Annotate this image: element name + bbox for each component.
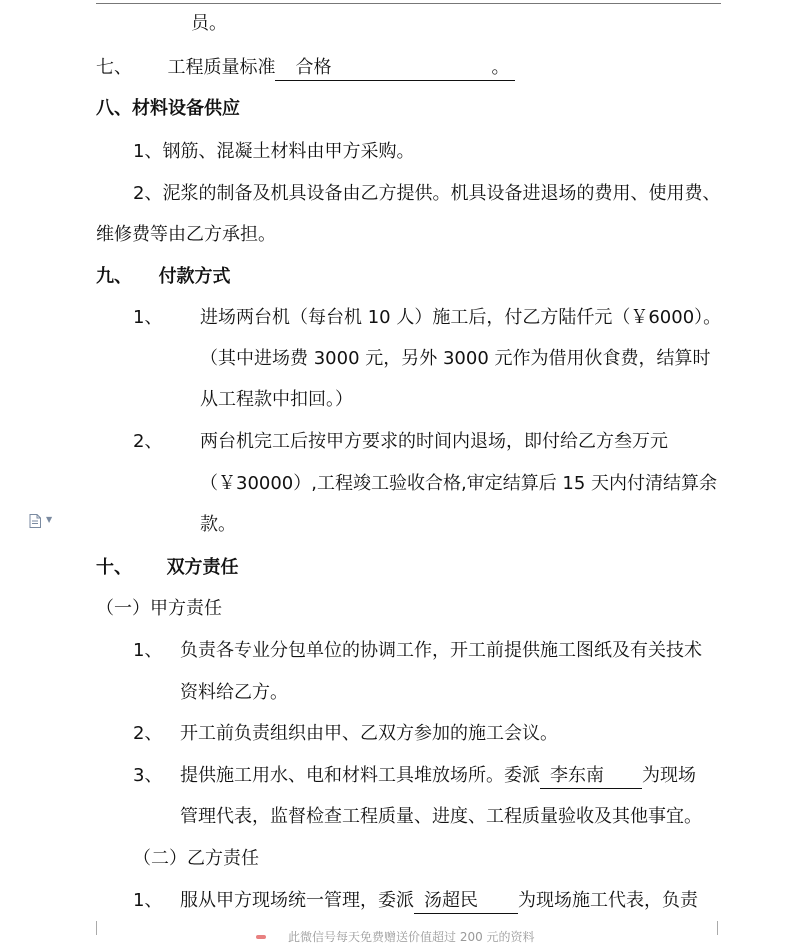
list-item-text <box>180 889 698 914</box>
text-segment: 提供施工用水、电和材料工具堆放场所。委派 <box>180 765 540 786</box>
section-seven <box>96 56 515 81</box>
page-footer: 此微信号每天免费赠送价值超过 200 元的资料 <box>288 930 535 944</box>
section-number: 七、 <box>96 57 132 78</box>
section-heading-nine <box>96 265 231 289</box>
text-line: 维修费等由乙方承担。 <box>96 224 276 245</box>
text-line: 从工程款中扣回。） <box>200 389 353 410</box>
text-segment: 为现场施工代表，负责 <box>518 890 698 911</box>
text-line: 1、钢筋、混凝土材料由甲方采购。 <box>133 141 415 162</box>
quality-label: 工程质量标准 <box>167 57 276 78</box>
text-line: 员。 <box>191 13 227 34</box>
list-number: 1、 <box>133 307 163 328</box>
list-item-text <box>180 764 696 789</box>
text-segment: 服从甲方现场统一管理，委派 <box>180 890 414 911</box>
text-line: （其中进场费 3000 元，另外 3000 元作为借用伙食费，结算时 <box>200 348 711 369</box>
text-line: 资料给乙方。 <box>180 682 288 703</box>
footer-mark-icon <box>256 935 266 939</box>
page-corner-mark <box>717 921 736 935</box>
section-title: 双方责任 <box>166 557 239 578</box>
list-number: 1、 <box>133 890 163 911</box>
text-line: 款。 <box>200 514 236 535</box>
text-line: 管理代表，监督检查工程质量、进度、工程质量验收及其他事宜。 <box>180 806 702 827</box>
subsection-heading: （一）甲方责任 <box>96 598 222 619</box>
representative-field <box>414 889 518 914</box>
quality-end: 。 <box>491 57 510 78</box>
representative-name: 汤超民 <box>424 890 478 911</box>
representative-name: 李东南 <box>550 765 604 786</box>
page-top-rule <box>96 3 721 4</box>
section-heading-ten <box>96 556 239 580</box>
text-segment: 为现场 <box>642 765 696 786</box>
text-line: 2、泥浆的制备及机具设备由乙方提供。机具设备进退场的费用、使用费、 <box>133 183 721 204</box>
dropdown-caret-icon[interactable]: ▼ <box>46 515 53 524</box>
page-corner-mark <box>78 921 97 935</box>
list-item-text: 进场两台机（每台机 10 人）施工后，付乙方陆仟元（￥6000）。 <box>200 307 722 328</box>
list-number: 1、 <box>133 640 163 661</box>
list-number: 2、 <box>133 431 163 452</box>
list-number: 2、 <box>133 723 163 744</box>
section-title: 付款方式 <box>158 266 231 287</box>
subsection-heading: （二）乙方责任 <box>133 848 259 869</box>
list-item-text: 负责各专业分包单位的协调工作，开工前提供施工图纸及有关技术 <box>180 640 702 661</box>
section-heading-eight: 八、材料设备供应 <box>96 98 240 119</box>
list-number: 3、 <box>133 765 163 786</box>
section-number: 十、 <box>96 557 132 578</box>
text-line: （￥30000）,工程竣工验收合格,审定结算后 15 天内付清结算余 <box>200 473 718 494</box>
representative-field <box>540 764 642 789</box>
quality-field <box>275 56 515 81</box>
quality-value: 合格 <box>295 57 332 78</box>
list-item-text: 两台机完工后按甲方要求的时间内退场，即付给乙方叁万元 <box>200 431 668 452</box>
list-item-text: 开工前负责组织由甲、乙双方参加的施工会议。 <box>180 723 558 744</box>
section-number: 九、 <box>96 266 132 287</box>
document-icon[interactable] <box>29 514 41 528</box>
